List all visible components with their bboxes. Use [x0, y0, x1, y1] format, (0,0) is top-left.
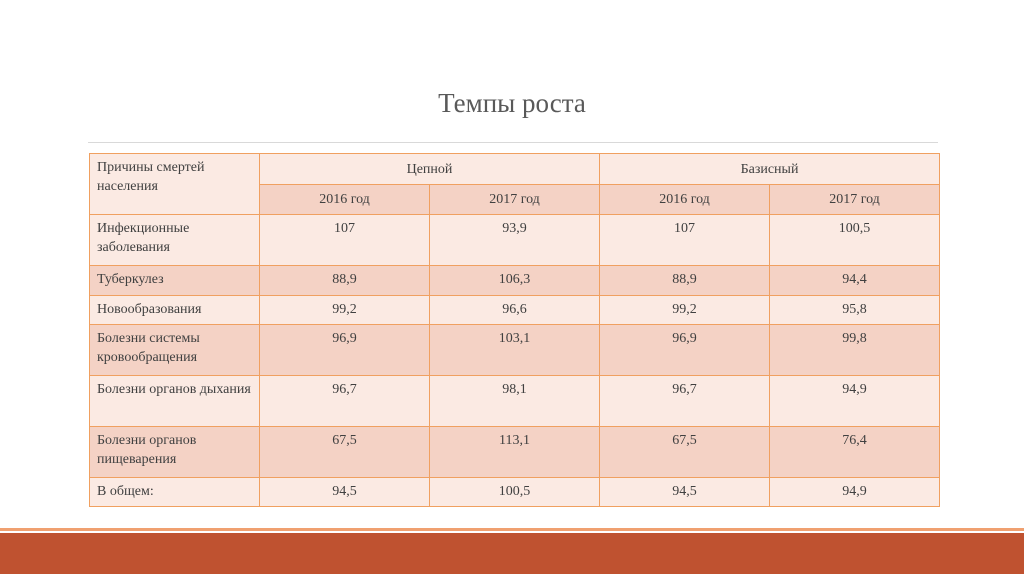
chain-header-cell: Цепной — [260, 154, 600, 185]
table-row — [90, 478, 940, 507]
value-cell: 88,9 — [260, 266, 430, 296]
footer-band — [0, 533, 1024, 574]
value-cell: 99,8 — [770, 325, 940, 376]
value-cell: 96,9 — [260, 325, 430, 376]
table-row — [90, 325, 940, 376]
row-label: В общем: — [90, 478, 260, 507]
value-cell: 113,1 — [430, 427, 600, 478]
value-cell: 107 — [600, 215, 770, 266]
value-cell: 94,4 — [770, 266, 940, 296]
footer-accent-line — [0, 528, 1024, 531]
table-row — [90, 427, 940, 478]
value-cell: 67,5 — [260, 427, 430, 478]
value-cell: 98,1 — [430, 376, 600, 427]
table-row — [90, 296, 940, 325]
value-cell: 94,9 — [770, 478, 940, 507]
value-cell: 100,5 — [430, 478, 600, 507]
base-header-cell: Базисный — [600, 154, 940, 185]
row-label: Болезни системы кровообращения — [90, 325, 260, 376]
slide-title: Темпы роста — [438, 88, 586, 118]
value-cell: 96,6 — [430, 296, 600, 325]
title-divider — [88, 142, 938, 143]
table-row — [90, 215, 940, 266]
value-cell: 94,5 — [600, 478, 770, 507]
value-cell: 95,8 — [770, 296, 940, 325]
table-row — [90, 266, 940, 296]
value-cell: 96,7 — [600, 376, 770, 427]
value-cell: 99,2 — [600, 296, 770, 325]
value-cell: 67,5 — [600, 427, 770, 478]
value-cell: 96,9 — [600, 325, 770, 376]
year-header-cell: 2017 год — [430, 185, 600, 215]
value-cell: 99,2 — [260, 296, 430, 325]
value-cell: 96,7 — [260, 376, 430, 427]
growth-rate-table — [89, 153, 940, 507]
value-cell: 106,3 — [430, 266, 600, 296]
value-cell: 94,5 — [260, 478, 430, 507]
value-cell: 93,9 — [430, 215, 600, 266]
year-header-cell: 2016 год — [600, 185, 770, 215]
row-label: Туберкулез — [90, 266, 260, 296]
row-label: Болезни органов дыхания — [90, 376, 260, 427]
year-header-cell: 2017 год — [770, 185, 940, 215]
row-label: Новообразования — [90, 296, 260, 325]
value-cell: 103,1 — [430, 325, 600, 376]
table-header-row — [90, 154, 940, 185]
value-cell: 100,5 — [770, 215, 940, 266]
table-row — [90, 376, 940, 427]
cause-header-cell: Причины смертей населения — [90, 154, 260, 215]
row-label: Болезни органов пищеварения — [90, 427, 260, 478]
value-cell: 107 — [260, 215, 430, 266]
value-cell: 76,4 — [770, 427, 940, 478]
row-label: Инфекционные заболевания — [90, 215, 260, 266]
year-header-cell: 2016 год — [260, 185, 430, 215]
value-cell: 88,9 — [600, 266, 770, 296]
value-cell: 94,9 — [770, 376, 940, 427]
